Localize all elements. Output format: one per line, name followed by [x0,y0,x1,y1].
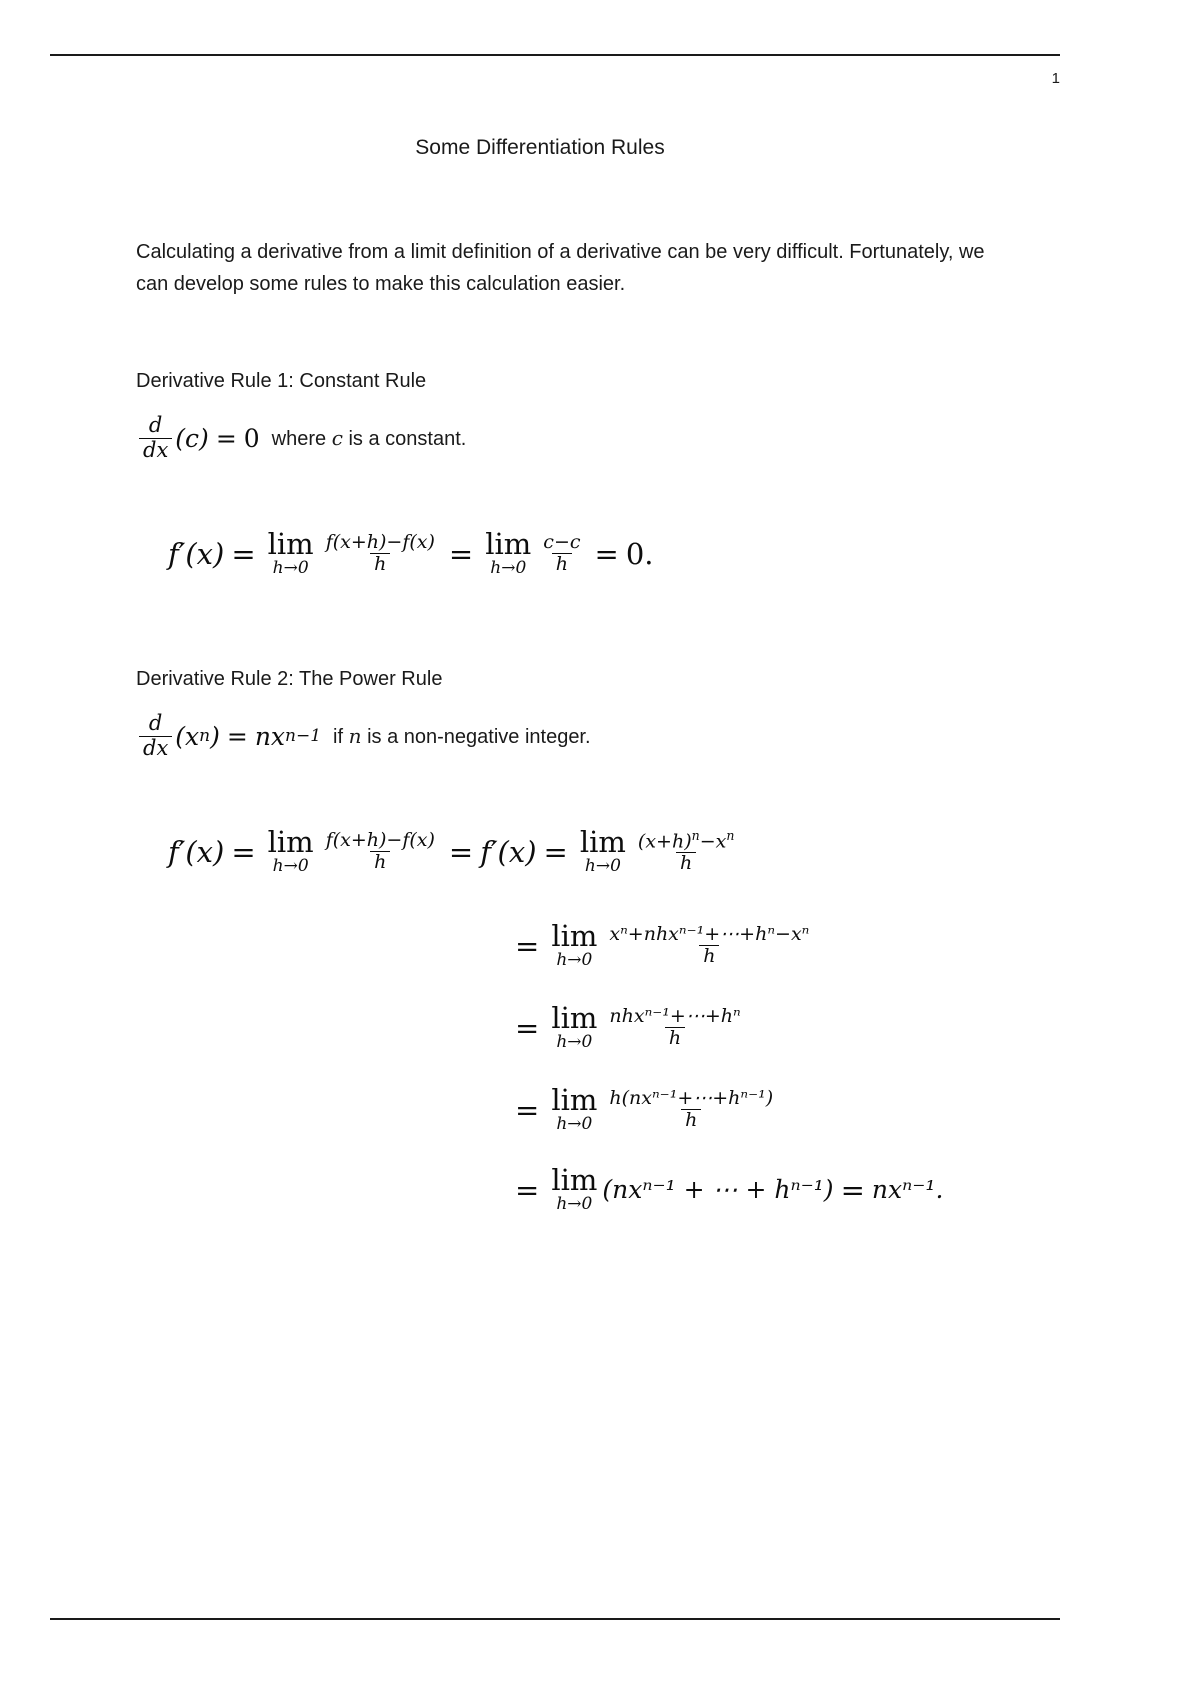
limit-subscript-6: h→0 [556,1032,593,1052]
limit-subscript-7: h→0 [556,1114,593,1134]
binomial-quotient-numerator [634,829,739,853]
difference-quotient-fraction-2 [322,830,439,874]
line-4-numerator: h(nxⁿ⁻¹+⋯+hⁿ⁻¹) [609,1086,774,1109]
rule-2-equals: = [226,721,248,751]
rule-1-heading: Derivative Rule 1: Constant Rule [136,370,427,392]
limit-operator-2 [485,527,532,578]
limit-subscript-4: h→0 [584,856,621,876]
limit-operator [267,527,314,578]
rule-2-derivation-line-5 [508,1163,944,1214]
difference-quotient-denominator: h [370,553,390,575]
rule-1-tail-pre: where [271,427,327,450]
ddx-denominator-2: dx [139,736,172,761]
limit-operator-8 [551,1163,598,1214]
rule-1-statement [136,414,466,462]
rule-1-tail-variable: c [331,425,343,450]
line-3-fraction [605,1006,744,1050]
rule-1-value: 0 [243,423,260,453]
limit-label-8: lim [551,1163,598,1197]
limit-operator-3 [267,825,314,876]
line-2-numerator: xⁿ+nhxⁿ⁻¹+⋯+hⁿ−xⁿ [609,922,810,945]
rule-2-lhs: f′(x) [168,834,225,869]
ddx-denominator: dx [139,438,172,463]
rule-2-statement-tail [333,724,591,749]
rule-2-heading: Derivative Rule 2: The Power Rule [136,668,443,690]
limit-label-5: lim [551,919,598,953]
binomial-quotient-denominator: h [676,852,696,874]
line-5-equals: = [515,1172,540,1207]
difference-quotient-fraction [322,532,439,576]
limit-operator-7 [551,1083,598,1134]
binomial-rest-base: −x [699,829,727,852]
rule-2-eq-2: = [448,834,474,869]
derivative-operator-fraction [139,414,172,462]
line-4-equals: = [515,1092,540,1127]
rule-1-argument: (c) [175,423,209,453]
line-5-expression: (nxⁿ⁻¹ + ⋯ + hⁿ⁻¹) [602,1175,834,1204]
limit-operator-6 [551,1001,598,1052]
rule-2-value-exponent: n−1 [285,726,322,747]
rule-1-eq-1: = [231,536,256,571]
binomial-quotient-fraction [634,829,739,875]
rule-2-argument-close: ) [210,721,220,751]
rule-1-lhs: f′(x) [168,536,225,571]
rule-2-argument-exponent: n [199,726,211,747]
ddx-numerator-2: d [148,711,163,735]
ddx-numerator: d [148,413,163,437]
limit-operator-4 [579,825,626,876]
limit-subscript-2: h→0 [490,558,527,578]
rule-1-equals: = [215,423,237,453]
binomial-base: (x+h) [637,829,692,852]
limit-subscript-8: h→0 [556,1194,593,1214]
difference-quotient-numerator: f(x+h)−f(x) [325,530,435,553]
limit-label-4: lim [579,825,626,859]
binomial-exponent: n [691,827,700,843]
limit-subscript: h→0 [272,558,309,578]
page-title: Some Differentiation Rules [415,136,665,159]
footer-divider [50,1618,1060,1620]
limit-label-7: lim [551,1083,598,1117]
constant-quotient-denominator: h [552,553,572,575]
rule-2-derivation-line-3 [508,1001,748,1052]
rule-2-derivation-line-4 [508,1083,780,1134]
limit-label: lim [267,527,314,561]
line-5-equals-2: = [840,1172,865,1207]
header-divider [50,54,1060,56]
rule-1-derivation [168,527,654,578]
difference-quotient-numerator-2: f(x+h)−f(x) [325,828,435,851]
line-3-numerator: nhxⁿ⁻¹+⋯+hⁿ [609,1004,741,1027]
rule-1-tail-post: is a constant. [348,427,467,450]
rule-2-mid: f′(x) [480,834,537,869]
limit-subscript-3: h→0 [272,856,309,876]
line-2-fraction [605,924,813,968]
limit-label-3: lim [267,825,314,859]
limit-label-2: lim [485,527,532,561]
derivative-operator-fraction-2 [139,712,172,760]
line-3-denominator: h [665,1027,685,1049]
rule-2-value-base: nx [254,721,286,751]
constant-quotient-fraction [539,532,584,576]
limit-label-6: lim [551,1001,598,1035]
rule-2-derivation-line-1 [168,825,741,876]
limit-operator-5 [551,919,598,970]
line-2-equals: = [515,928,540,963]
page-number: 1 [1051,70,1060,87]
rule-1-eq-3: = [594,536,619,571]
limit-subscript-5: h→0 [556,950,593,970]
line-2-denominator: h [699,945,719,967]
rule-2-argument-base: (x [175,721,200,751]
rule-2-eq-1: = [231,834,256,869]
constant-quotient-numerator: c−c [543,530,581,553]
line-3-equals: = [515,1010,540,1045]
line-4-denominator: h [681,1109,701,1131]
rule-2-tail-pre: if [333,725,344,748]
rule-2-eq-3: = [543,834,568,869]
rule-1-eq-2: = [448,536,474,571]
rule-1-statement-tail [272,426,467,451]
binomial-rest-exponent: n [726,827,735,843]
rule-2-tail-post: is a non-negative integer. [367,725,591,748]
rule-1-result: 0. [625,536,654,571]
rule-2-statement [136,712,591,760]
intro-paragraph: Calculating a derivative from a limit definition of a derivative can be very difficult. Fortunately, we can develop some rules to make this calculation easier. [136,241,985,296]
line-5-result: nxⁿ⁻¹. [871,1175,944,1204]
rule-2-tail-variable: n [348,723,362,748]
difference-quotient-denominator-2: h [370,851,390,873]
line-4-fraction [605,1088,777,1132]
rule-2-derivation-line-2 [508,919,816,970]
